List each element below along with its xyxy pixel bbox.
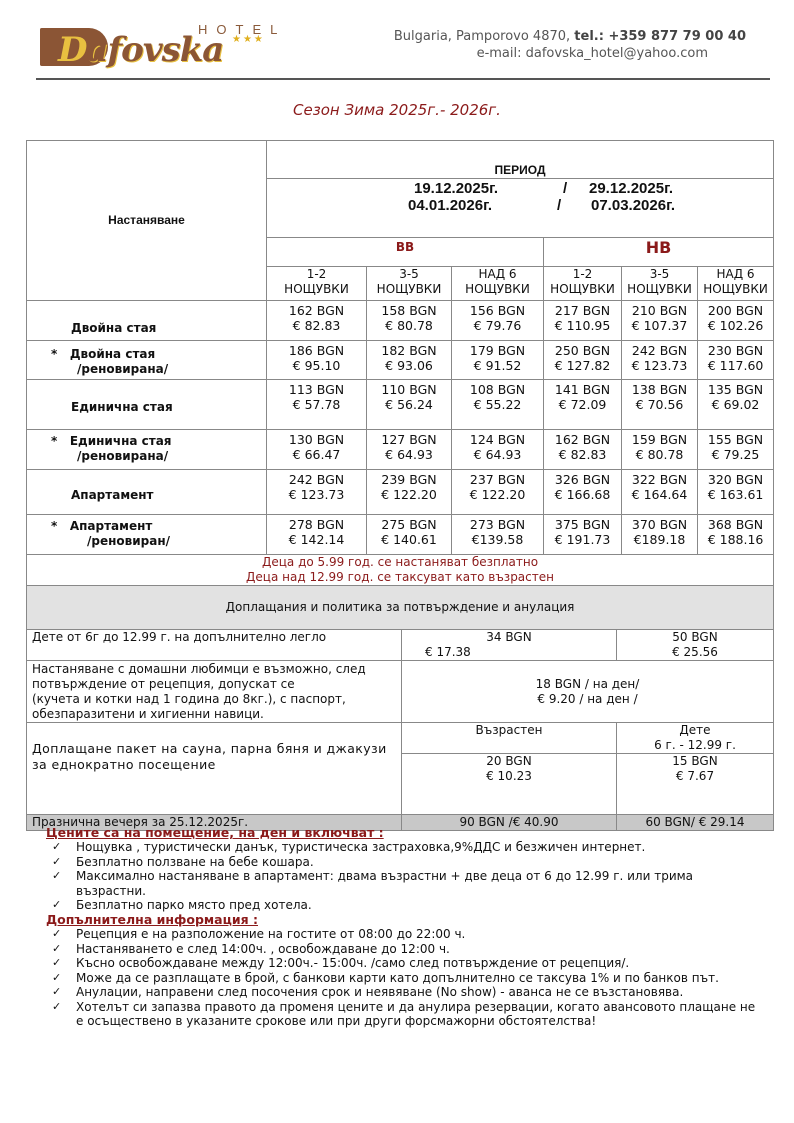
price-cell: 370 BGN €189.18 [622, 515, 698, 555]
pets-price: 18 BGN / на ден/ € 9.20 / на ден / [402, 661, 774, 723]
price-cell: 141 BGN € 72.09 [544, 380, 622, 430]
holiday-dinner-label: Празнична вечеря за 25.12.2025г. [27, 815, 402, 831]
list-item: ✓ Нощувка , туристически данък, туристическа застраховка,9%ДДС и безжичен интернет. [52, 840, 646, 854]
room-type: Апартамент [27, 470, 267, 515]
extra-bed-label: Дете от 6г до 12.99 г. на допълнително легло [27, 630, 402, 661]
price-cell: 278 BGN € 142.14 [267, 515, 367, 555]
price-cell: 159 BGN € 80.78 [622, 430, 698, 470]
list-item: ✓ Максимално настаняване в апартамент: двама възрастни + две деца от 6 до 12.99 г. или трима възрастни. [52, 869, 694, 898]
nights-column-header: 3-5 НОЩУВКИ [622, 267, 698, 301]
check-icon: ✓ [52, 985, 62, 998]
period-dates: 19.12.2025г. / 29.12.2025г. 04.01.2026г. / 07.03.2026г. [267, 179, 774, 238]
extra-bed-hb-price: 50 BGN € 25.56 [617, 630, 774, 661]
board-bb-header: BB [267, 238, 544, 267]
price-cell: 200 BGN € 102.26 [698, 301, 774, 341]
renovated-asterisk: * [51, 347, 58, 361]
price-cell: 110 BGN € 56.24 [367, 380, 452, 430]
check-icon: ✓ [52, 970, 62, 984]
extras-heading: Доплащания и политика за потвърждение и анулация [27, 586, 774, 630]
price-cell: 162 BGN € 82.83 [267, 301, 367, 341]
check-icon: ✓ [52, 927, 62, 940]
period-header: ПЕРИОД [267, 141, 774, 179]
price-cell: 135 BGN € 69.02 [698, 380, 774, 430]
price-cell: 124 BGN € 64.93 [452, 430, 544, 470]
price-cell: 158 BGN € 80.78 [367, 301, 452, 341]
renovated-asterisk: * [51, 434, 58, 448]
period-1-end: 29.12.2025г. [589, 180, 673, 197]
price-cell: 242 BGN € 123.73 [267, 470, 367, 515]
price-cell: 130 BGN € 66.47 [267, 430, 367, 470]
check-icon: ✓ [52, 941, 62, 955]
hotel-logo [40, 22, 290, 74]
holiday-dinner-adult-price: 90 BGN /€ 40.90 [402, 815, 617, 831]
contact-info [394, 28, 746, 62]
extras-table [26, 629, 774, 831]
list-item: ✓ Късно освобождаване между 12:00ч.- 15:00ч. /само след потвърждение от рецепция/. [52, 956, 630, 970]
room-row [27, 301, 774, 341]
price-cell: 250 BGN € 127.82 [544, 341, 622, 380]
pets-label: Настаняване с домашни любимци е възможно, след потвърждение от рецепция, допускат се (кучета и котки над 1 година до 8кг.), с паспорт, обезпаразитени и хигиенни навици. [27, 661, 402, 723]
list-item: ✓ Анулации, направени след посочения срок и неявяване (No show) - аванса не се възстановява. [52, 985, 684, 999]
spa-child-price: 15 BGN € 7.67 [617, 754, 774, 815]
check-icon: ✓ [52, 956, 62, 969]
nights-column-header: НАД 6 НОЩУВКИ [452, 267, 544, 301]
price-cell: 182 BGN € 93.06 [367, 341, 452, 380]
check-icon: ✓ [52, 854, 62, 868]
price-cell: 320 BGN € 163.61 [698, 470, 774, 515]
period-1-start: 19.12.2025г. [414, 180, 498, 197]
price-cell: 326 BGN € 166.68 [544, 470, 622, 515]
room-row [27, 470, 774, 515]
logo-wordmark: Dafovska [58, 30, 224, 70]
additional-info-title: Допълнителна информация : [46, 912, 258, 927]
price-cell: 186 BGN € 95.10 [267, 341, 367, 380]
includes-section [46, 825, 766, 913]
spa-adult-header: Възрастен [402, 723, 617, 754]
room-row [27, 380, 774, 430]
price-cell: 273 BGN €139.58 [452, 515, 544, 555]
room-row [27, 341, 774, 380]
list-item: ✓ Може да се разплащате в брой, с банкови карти като допълнително се таксува 1% и по банков път. [52, 970, 719, 985]
price-cell: 217 BGN € 110.95 [544, 301, 622, 341]
room-row [27, 515, 774, 555]
board-hb-header: HB [544, 238, 774, 267]
list-item: ✓ Безплатно парко място пред хотела. [52, 898, 312, 912]
price-table [26, 140, 774, 630]
spa-label: Доплащане пакет на сауна, парна бяня и джакузи за еднократно посещение [27, 723, 402, 815]
holiday-dinner-child-price: 60 BGN/ € 29.14 [617, 815, 774, 831]
price-cell: 156 BGN € 79.76 [452, 301, 544, 341]
price-cell: 368 BGN € 188.16 [698, 515, 774, 555]
price-cell: 162 BGN € 82.83 [544, 430, 622, 470]
price-cell: 138 BGN € 70.56 [622, 380, 698, 430]
price-cell: 127 BGN € 64.93 [367, 430, 452, 470]
price-cell: 155 BGN € 79.25 [698, 430, 774, 470]
email: e-mail: dafovska_hotel@yahoo.com [476, 46, 708, 61]
price-cell: 210 BGN € 107.37 [622, 301, 698, 341]
room-type: * Единична стая /реновирана/ [27, 430, 267, 470]
price-cell: 242 BGN € 123.73 [622, 341, 698, 380]
extra-bed-bb-price: 34 BGN € 17.38 [402, 630, 617, 661]
logo-stars-icon: ★★★ [232, 34, 265, 45]
header-divider [36, 78, 770, 80]
kids-policy-note: Деца до 5.99 год. се настаняват безплатно Деца над 12.99 год. се таксуват като възрастен [27, 555, 774, 586]
list-item: ✓ Рецепция е на разположение на гостите от 08:00 до 22:00 ч. [52, 927, 466, 941]
check-icon: ✓ [52, 898, 62, 911]
period-2-end: 07.03.2026г. [591, 197, 675, 214]
logo-hotel-text: HOTEL [198, 22, 287, 37]
spa-adult-price: 20 BGN € 10.23 [402, 754, 617, 815]
room-type: Двойна стая [27, 301, 267, 341]
pets-row [27, 661, 774, 723]
renovated-asterisk: * [51, 519, 58, 533]
nights-column-header: 1-2 НОЩУВКИ [544, 267, 622, 301]
room-row [27, 430, 774, 470]
price-cell: 237 BGN € 122.20 [452, 470, 544, 515]
spa-child-header: Дете 6 г. - 12.99 г. [617, 723, 774, 754]
price-cell: 275 BGN € 140.61 [367, 515, 452, 555]
price-cell: 113 BGN € 57.78 [267, 380, 367, 430]
price-cell: 239 BGN € 122.20 [367, 470, 452, 515]
room-type: Единична стая [27, 380, 267, 430]
accommodation-header: Настаняване [27, 141, 267, 301]
check-icon: ✓ [52, 840, 62, 853]
period-2-start: 04.01.2026г. [408, 197, 492, 214]
additional-info-section [46, 912, 766, 1029]
phone: tel.: +359 877 79 00 40 [574, 29, 746, 44]
list-item: ✓ Настаняването е след 14:00ч. , освобождаване до 12:00 ч. [52, 941, 450, 956]
room-type: * Двойна стая /реновирана/ [27, 341, 267, 380]
list-item: ✓ Безплатно ползване на бебе кошара. [52, 854, 314, 869]
price-cell: 230 BGN € 117.60 [698, 341, 774, 380]
nights-column-header: 1-2 НОЩУВКИ [267, 267, 367, 301]
season-title: Сезон Зима 2025г.- 2026г. [293, 101, 501, 119]
list-item: ✓ Хотелът си запазва правото да променя цените и да анулира резервации, когато авансовото плащане не е осъществено в указаните срокове или при други форсмажорни обстоятелства! [52, 999, 756, 1028]
price-cell: 375 BGN € 191.73 [544, 515, 622, 555]
address: Bulgaria, Pamporovo 4870, [393, 29, 575, 44]
check-icon: ✓ [52, 869, 62, 882]
price-cell: 108 BGN € 55.22 [452, 380, 544, 430]
nights-column-header: 3-5 НОЩУВКИ [367, 267, 452, 301]
room-type: * Апартамент /реновиран/ [27, 515, 267, 555]
price-cell: 179 BGN € 91.52 [452, 341, 544, 380]
check-icon: ✓ [52, 999, 62, 1013]
includes-title: Цените са на помещение, на ден и включват : [46, 825, 384, 840]
nights-column-header: НАД 6 НОЩУВКИ [698, 267, 774, 301]
price-cell: 322 BGN € 164.64 [622, 470, 698, 515]
extra-bed-row [27, 630, 774, 661]
